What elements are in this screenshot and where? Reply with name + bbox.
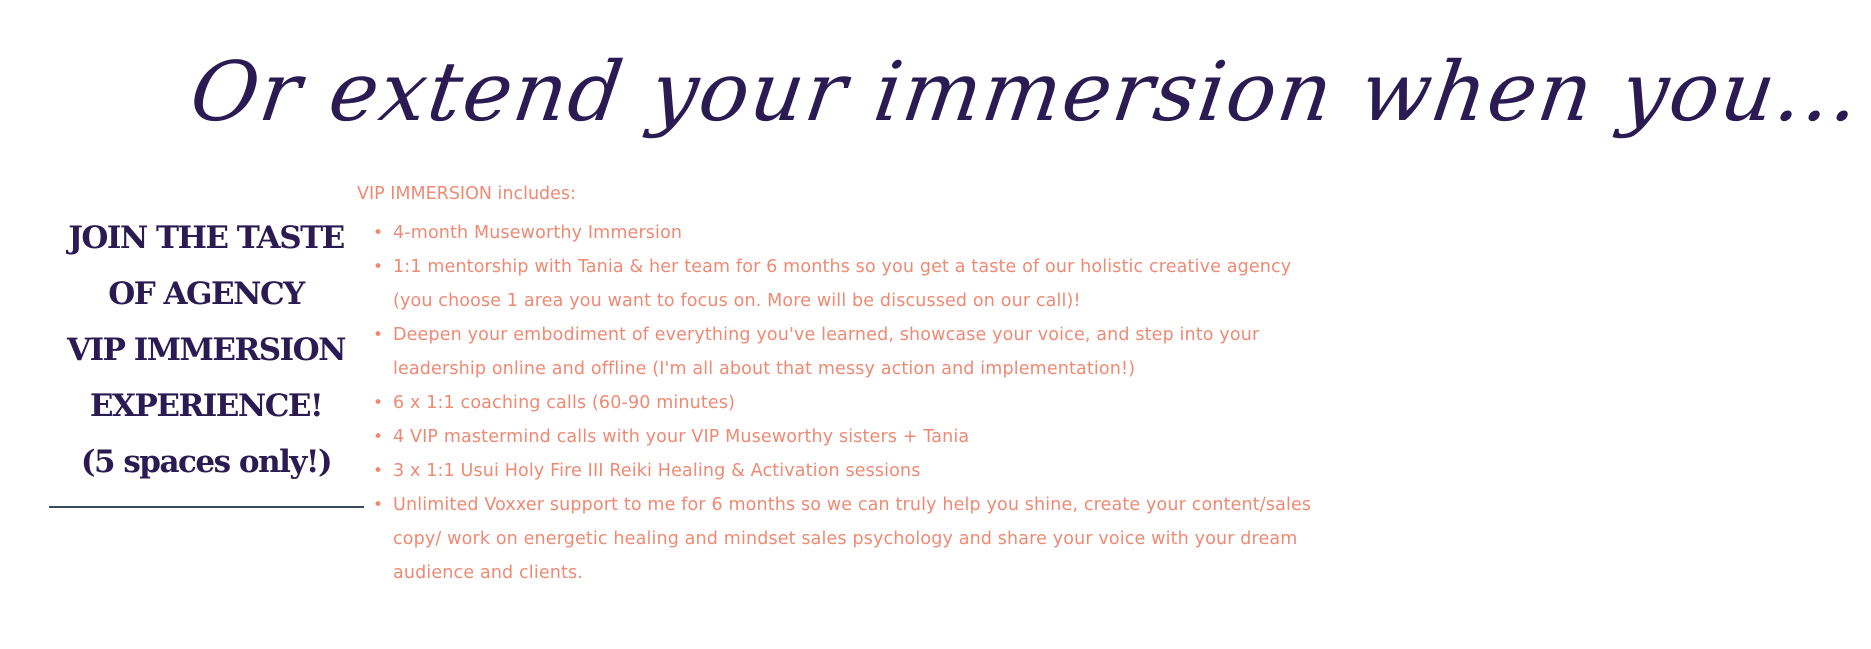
bullet-icon: • — [373, 325, 384, 345]
offer-title-line: JOIN THE TASTE — [68, 220, 344, 256]
list-item-text: Deepen your embodiment of everything you've learned, showcase your voice, and step into your leadership online and offline (I'm all about that messy action and implementation!) — [393, 325, 1260, 379]
bullet-icon: • — [373, 393, 384, 413]
list-item-text: 6 x 1:1 coaching calls (60-90 minutes) — [393, 393, 736, 413]
divider-line — [49, 506, 364, 508]
list-item-text: 3 x 1:1 Usui Holy Fire III Reiki Healing & Activation sessions — [393, 461, 921, 481]
list-item — [357, 250, 1332, 318]
bullet-icon: • — [373, 257, 384, 277]
bullet-icon: • — [373, 495, 384, 515]
script-heading: Or extend your immersion when you... — [184, 45, 1868, 140]
list-item — [357, 420, 1332, 454]
list-item-text: Unlimited Voxxer support to me for 6 months so we can truly help you shine, create your content/sales copy/ work on energetic healing and mindset sales psychology and share your voice with your dream audience and clients. — [393, 495, 1312, 583]
offer-title-line: (5 spaces only!) — [80, 444, 332, 480]
offer-title-block — [50, 210, 362, 490]
list-item — [357, 318, 1332, 386]
list-item — [357, 488, 1332, 590]
list-item — [357, 386, 1332, 420]
benefits-list — [357, 216, 1332, 590]
includes-label: VIP IMMERSION includes: — [357, 184, 576, 204]
list-item-text: 4-month Museworthy Immersion — [393, 223, 683, 243]
offer-title-line: EXPERIENCE! — [89, 388, 323, 424]
list-item — [357, 216, 1332, 250]
list-item-text: 4 VIP mastermind calls with your VIP Museworthy sisters + Tania — [393, 427, 970, 447]
bullet-icon: • — [373, 427, 384, 447]
list-item-text: 1:1 mentorship with Tania & her team for 6 months so you get a taste of our holistic creative agency (you choose 1 area you want to focus on. More will be discussed on our call)! — [393, 257, 1292, 311]
includes-section — [357, 178, 1332, 590]
bullet-icon: • — [373, 461, 384, 481]
list-item — [357, 454, 1332, 488]
offer-title-line: OF AGENCY — [108, 276, 304, 312]
bullet-icon: • — [373, 223, 384, 243]
offer-title-line: VIP IMMERSION — [67, 332, 345, 368]
